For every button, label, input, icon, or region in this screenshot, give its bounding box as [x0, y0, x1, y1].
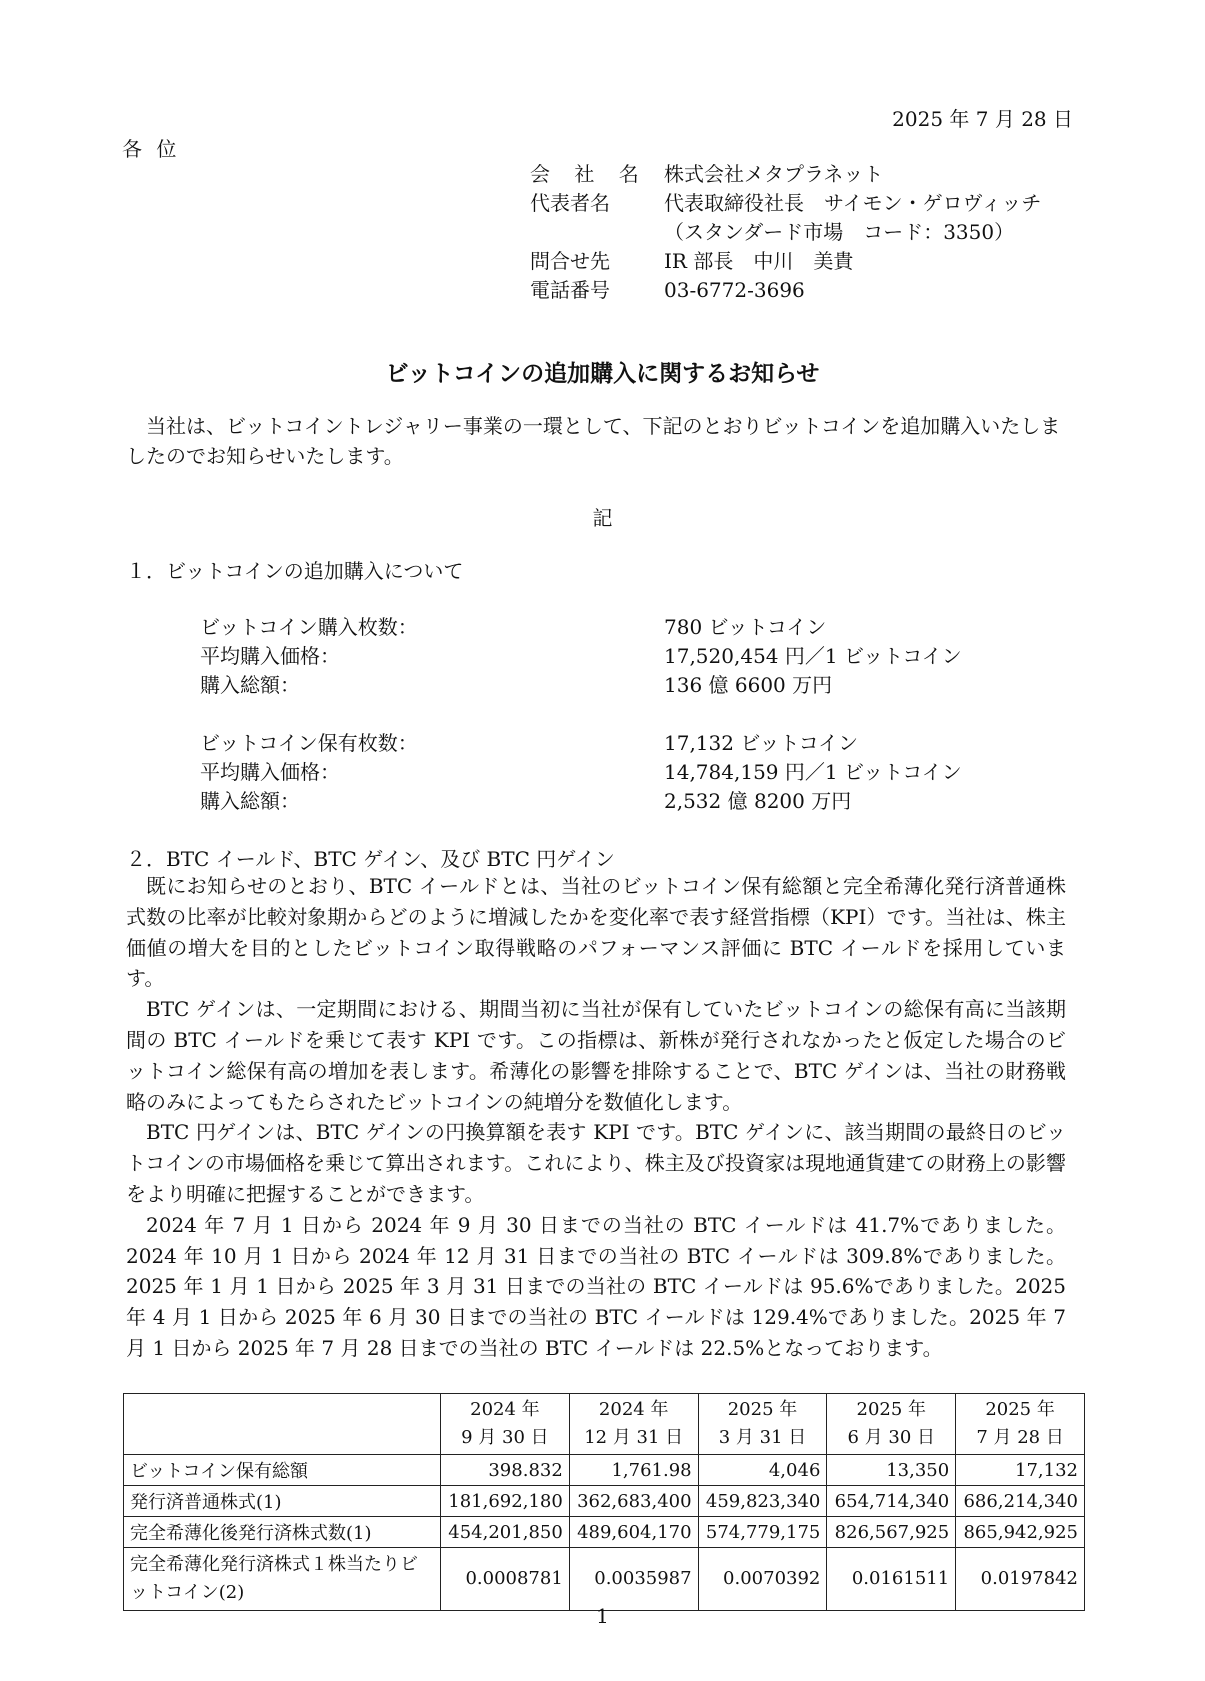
representative-label: 代表者名 — [530, 191, 610, 215]
holdings-details — [200, 729, 962, 816]
row-label: 完全希薄化発行済株式１株当たりビットコイン(2) — [124, 1548, 441, 1611]
table-cell: 0.0008781 — [441, 1548, 570, 1611]
market-code-value: （スタンダード市場 コード：3350） — [664, 220, 1015, 244]
table-row — [124, 1517, 1085, 1548]
section2-heading: ２．BTC イールド、BTC ゲイン、及び BTC 円ゲイン — [126, 847, 615, 871]
table-cell: 686,214,340 — [956, 1486, 1085, 1517]
btc-gain-paragraph: BTC ゲインは、一定期間における、期間当初に当社が保有していたビットコインの総保有高に当該期間の BTC イールドを乗じて表す KPI です。この指標は、新株が発行されなかったと仮定した場合のビットコイン総保有高の増加を表します。希薄化の影響を排除することで、BTC ゲインは、当社の財務戦略のみによってもたらされたビットコインの純増分を数値化します。 — [126, 997, 1066, 1114]
document-date: 2025 年 7 月 28 日 — [892, 107, 1073, 131]
row-label: 発行済普通株式(1) — [124, 1486, 441, 1517]
holdings-count-label: ビットコイン保有枚数： — [200, 731, 418, 755]
purchase-total-label: 購入総額： — [200, 673, 300, 697]
market-code-label — [530, 218, 664, 247]
addressee: 各 位 — [122, 137, 181, 161]
purchase-count-label: ビットコイン購入枚数： — [200, 615, 418, 639]
holdings-count-value: 17,132 ビットコイン — [664, 731, 859, 755]
contact-row — [530, 247, 1041, 276]
btc-yield-paragraph: 既にお知らせのとおり、BTC イールドとは、当社のビットコイン保有総額と完全希薄化発行済普通株式数の比率が比較対象期からどのように増減したかを変化率で表す経営指標（KPI）です。当社は、株主価値の増大を目的としたビットコイン取得戦略のパフォーマンス評価に BTC イールドを採用しています。 — [126, 874, 1066, 991]
ki-marker: 記 — [592, 506, 613, 530]
table-cell: 0.0070392 — [698, 1548, 827, 1611]
table-cell: 489,604,170 — [569, 1517, 698, 1548]
purchase-avg-price-row — [200, 642, 962, 671]
purchase-count-row — [200, 613, 962, 642]
table-row — [124, 1455, 1085, 1486]
section1-heading: １．ビットコインの追加購入について — [126, 559, 464, 583]
company-name-value: 株式会社メタプラネット — [664, 162, 884, 186]
purchase-total-row — [200, 671, 962, 700]
column-header: 2025 年 6 月 30 日 — [827, 1394, 956, 1455]
purchase-avg-price-label: 平均購入価格： — [200, 644, 340, 668]
column-header: 2025 年 7 月 28 日 — [956, 1394, 1085, 1455]
page-number: 1 — [596, 1604, 609, 1628]
column-header: 2025 年 3 月 31 日 — [698, 1394, 827, 1455]
table-cell: 4,046 — [698, 1455, 827, 1486]
representative-row — [530, 189, 1041, 218]
intro-text: 当社は、ビットコイントレジャリー事業の一環として、下記のとおりビットコインを追加購入いたしましたのでお知らせいたします。 — [126, 414, 1061, 468]
document-title: ビットコインの追加購入に関するお知らせ — [385, 360, 820, 387]
purchase-total-value: 136 億 6600 万円 — [664, 673, 833, 697]
row-label: ビットコイン保有総額 — [124, 1455, 441, 1486]
table-row — [124, 1486, 1085, 1517]
holdings-avg-price-row — [200, 758, 962, 787]
table-cell: 398.832 — [441, 1455, 570, 1486]
table-row — [124, 1548, 1085, 1611]
table-cell: 0.0197842 — [956, 1548, 1085, 1611]
table-corner-cell — [124, 1394, 441, 1455]
contact-label: 問合せ先 — [530, 249, 610, 273]
btc-yield-results-paragraph: 2024 年 7 月 1 日から 2024 年 9 月 30 日までの当社の BTC イールドは 41.7%でありました。2024 年 10 月 1 日から 2024 年 12 月 31 日までの当社の BTC イールドは 309.8%でありました。2025 年 1 月 1 日から 2025 年 3 月 31 日までの当社の BTC イールドは 95.6%でありました。2025 年 4 月 1 日から 2025 年 6 月 30 日までの当社の BTC イールドは 129.4%でありました。2025 年 7 月 1 日から 2025 年 7 月 28 日までの当社の BTC イールドは 22.5%となっております。 — [126, 1212, 1066, 1360]
table-cell: 13,350 — [827, 1455, 956, 1486]
section2-body — [126, 871, 1066, 1364]
market-code-row — [530, 218, 1041, 247]
intro-paragraph — [126, 411, 1066, 471]
table-cell: 654,714,340 — [827, 1486, 956, 1517]
phone-label: 電話番号 — [530, 278, 610, 302]
purchase-count-value: 780 ビットコイン — [664, 615, 827, 639]
holdings-avg-price-label: 平均購入価格： — [200, 760, 340, 784]
company-name-label: 会 社 名 — [530, 162, 648, 186]
table-cell: 181,692,180 — [441, 1486, 570, 1517]
table-cell: 362,683,400 — [569, 1486, 698, 1517]
representative-value: 代表取締役社長 サイモン・ゲロヴィッチ — [664, 191, 1042, 215]
holdings-count-row — [200, 729, 962, 758]
holdings-avg-price-value: 14,784,159 円／1 ビットコイン — [664, 760, 962, 784]
phone-value: 03-6772-3696 — [664, 278, 805, 302]
table-cell: 0.0035987 — [569, 1548, 698, 1611]
table-cell: 17,132 — [956, 1455, 1085, 1486]
purchase-avg-price-value: 17,520,454 円／1 ビットコイン — [664, 644, 962, 668]
column-header: 2024 年 9 月 30 日 — [441, 1394, 570, 1455]
table-cell: 459,823,340 — [698, 1486, 827, 1517]
table-header-row — [124, 1394, 1085, 1455]
holdings-total-value: 2,532 億 8200 万円 — [664, 789, 852, 813]
row-label: 完全希薄化後発行済株式数(1) — [124, 1517, 441, 1548]
company-name-row — [530, 160, 1041, 189]
table-cell: 1,761.98 — [569, 1455, 698, 1486]
table-cell: 454,201,850 — [441, 1517, 570, 1548]
holdings-total-label: 購入総額： — [200, 789, 300, 813]
table-cell: 865,942,925 — [956, 1517, 1085, 1548]
table-cell: 574,779,175 — [698, 1517, 827, 1548]
table-cell: 826,567,925 — [827, 1517, 956, 1548]
table-cell: 0.0161511 — [827, 1548, 956, 1611]
btc-yield-table — [123, 1393, 1085, 1611]
column-header: 2024 年 12 月 31 日 — [569, 1394, 698, 1455]
btc-yen-gain-paragraph: BTC 円ゲインは、BTC ゲインの円換算額を表す KPI です。BTC ゲインに、該当期間の最終日のビットコインの市場価格を乗じて算出されます。これにより、株主及び投資家は現地通貨建ての財務上の影響をより明確に把握することができます。 — [126, 1120, 1066, 1206]
holdings-total-row — [200, 787, 962, 816]
company-info — [530, 160, 1041, 305]
purchase-details — [200, 613, 962, 700]
phone-row — [530, 276, 1041, 305]
contact-value: IR 部長 中川 美貴 — [664, 249, 854, 273]
